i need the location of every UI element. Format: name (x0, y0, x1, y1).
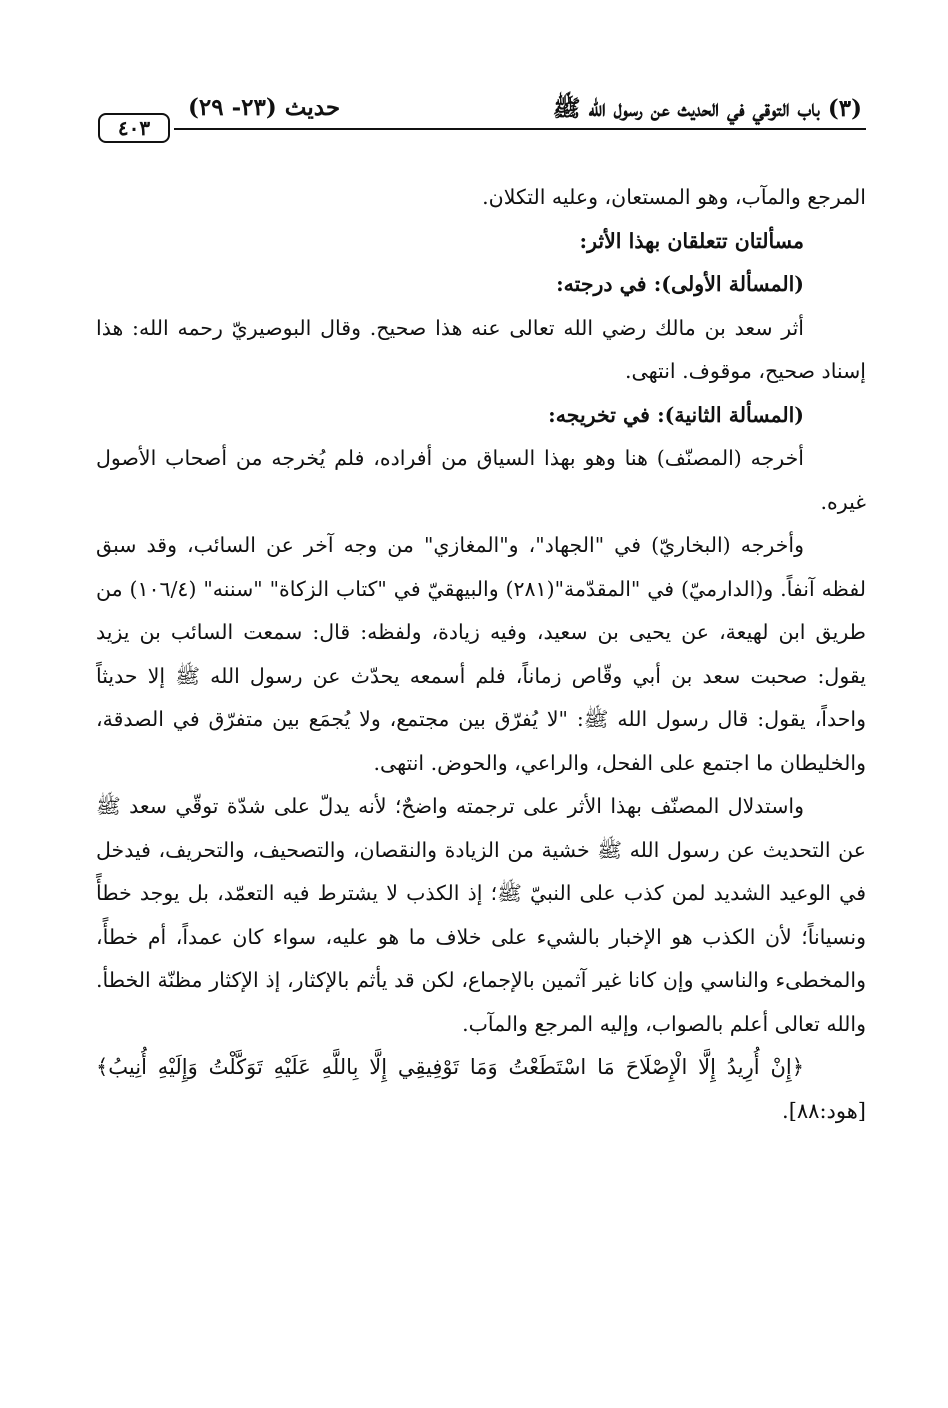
page-body (96, 176, 866, 1133)
paragraph-inference: واستدلال المصنّف بهذا الأثر على ترجمته واضحٌ؛ لأنه يدلّ على شدّة توقّي سعد ﷺ عن التحديث عن رسول الله ﷺ خشية من الزيادة والنقصان، والتصحيف، والتحريف، فيدخل في الوعيد الشديد لمن كذب على النبيّ ﷺ؛ إذ الكذب لا يشترط فيه التعمّد، بل يوجد خطأً ونسياناً؛ لأن الكذب هو الإخبار بالشيء على خلاف ما هو عليه، سواء كان عمداً، أم خطأً، والمخطىء والناسي وإن كانا غير آثمين بالإجماع، لكن قد يأثم بالإكثار، إذ الإكثار مظنّة الخطأ. والله تعالى أعلم بالصواب، وإليه المرجع والمآب. (96, 794, 866, 1036)
paragraph-continuation: المرجع والمآب، وهو المستعان، وعليه التكلان. (482, 185, 866, 209)
paragraph-takhrij: أخرجه (المصنّف) هنا وهو بهذا السياق من أفراده، فلم يُخرجه من أصحاب الأصول غيره. (96, 446, 866, 514)
question-one-heading: (المسألة الأولى): في درجته: (556, 272, 804, 296)
question-two-heading: (المسألة الثانية): في تخريجه: (548, 402, 804, 427)
page-number: ٤٠٣ (98, 113, 170, 143)
paragraph-sources: وأخرجه (البخاريّ) في "الجهاد"، و"المغازي" من وجه آخر عن السائب، وقد سبق لفظه آنفاً. و(الدارميّ) في "المقدّمة"(٢٨١) والبيهقيّ في "كتاب الزكاة" "سننه" (١٠٦/٤) من طريق ابن لهيعة، عن يحيى بن سعيد، وفيه زيادة، ولفظه: قال: سمعت السائب بن يزيد يقول: صحبت سعد بن أبي وقّاص زماناً، فلم أسمعه يحدّث عن رسول الله ﷺ إلا حديثاً واحداً، يقول: قال رسول الله ﷺ: "لا يُفرّق بين مجتمع، ولا يُجمَع بين متفرّق في الصدقة، والخليطان ما اجتمع على الفحل، والراعي، والحوض. انتهى. (96, 533, 866, 775)
quran-verse: ﴿إِنْ أُرِيدُ إِلَّا الْإِصْلَاحَ مَا اسْتَطَعْتُ وَمَا تَوْفِيقِي إِلَّا بِاللَّهِ عَلَيْهِ تَوَكَّلْتُ وَإِلَيْهِ أُنِيبُ﴾ [هود:٨٨]. (96, 1055, 866, 1123)
page-header (96, 92, 866, 152)
paragraph-grading: أثر سعد بن مالك رضي الله تعالى عنه هذا صحيح. وقال البوصيريّ رحمه الله: هذا إسناد صحيح، موقوف. انتهى. (96, 315, 866, 383)
section-range: حديث (٢٣- ٢٩) (188, 94, 341, 121)
chapter-title: (٣) باب التوقي في الحديث عن رسول الله ﷺ (552, 95, 862, 122)
section-heading: مسألتان تتعلقان بهذا الأثر: (579, 228, 804, 253)
header-rule (174, 128, 866, 130)
